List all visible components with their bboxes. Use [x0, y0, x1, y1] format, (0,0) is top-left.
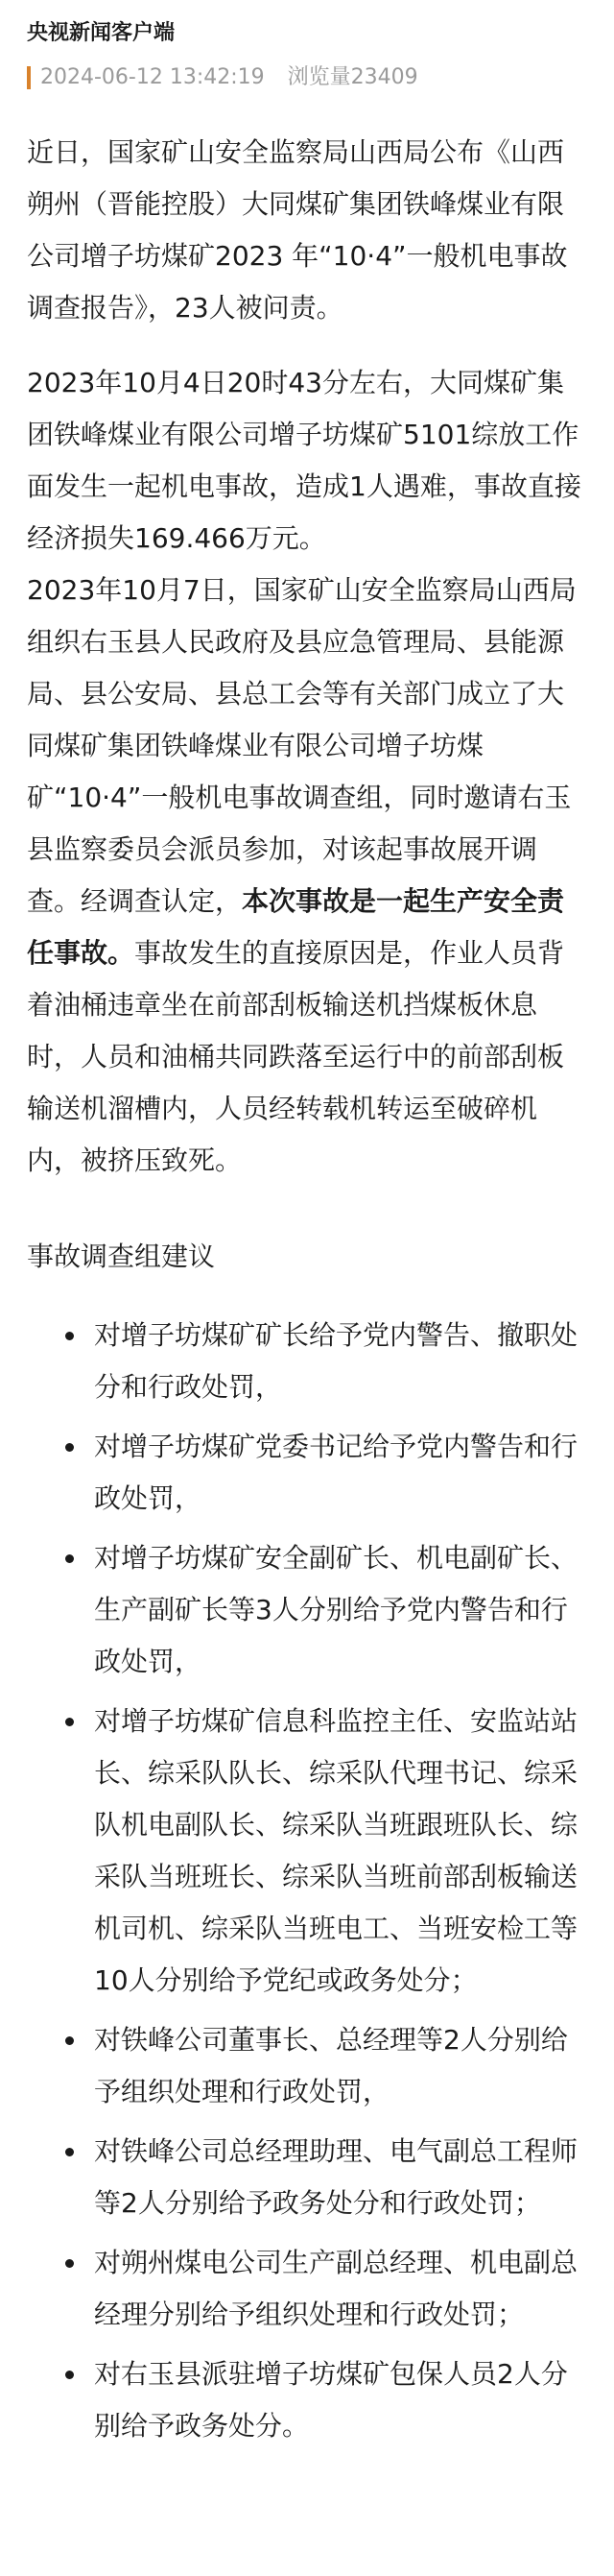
list-item: 对增子坊煤矿矿长给予党内警告、撤职处分和行政处罚，	[27, 1310, 587, 1413]
section-title: 事故调查组建议	[27, 1240, 216, 1272]
article-meta	[27, 63, 587, 92]
view-count: 浏览量23409	[287, 65, 418, 89]
list-item: 对朔州煤电公司生产副总经理、机电副总经理分别给予组织处理和行政处罚；	[27, 2237, 587, 2341]
list-item: 对右玉县派驻增子坊煤矿包保人员2人分别给予政务处分。	[27, 2348, 587, 2452]
investigation-text: 2023年10月7日，国家矿山安全监察局山西局组织右玉县人民政府及县应急管理局、县能源局、县公安局、县总工会等有关部门成立了大同煤矿集团铁峰煤业有限公司增子坊煤矿“10·4”一般机电事故调查组，同时邀请右玉县监察委员会派员参加，对该起事故展开调查。经调查认定，	[27, 574, 577, 917]
list-item: 对铁峰公司董事长、总经理等2人分别给予组织处理和行政处罚，	[27, 2014, 587, 2118]
list-item: 对铁峰公司总经理助理、电气副总工程师等2人分别给予政务处分和行政处罚；	[27, 2126, 587, 2229]
list-item: 对增子坊煤矿信息科监控主任、安监站站长、综采队队长、综采队代理书记、综采队机电副队长、综采队当班跟班队长、综采队当班班长、综采队当班前部刮板输送机司机、综采队当班电工、当班安检工等10人分别给予党纪或政务处分；	[27, 1696, 587, 2007]
article-header	[0, 0, 614, 92]
paragraph-accident: 2023年10月4日20时43分左右，大同煤矿集团铁峰煤业有限公司增子坊煤矿5101综放工作面发生一起机电事故，造成1人遇难，事故直接经济损失169.466万元。	[27, 367, 581, 554]
cause-text: 事故发生的直接原因是，作业人员背着油桶违章坐在前部刮板输送机挡煤板休息时，人员和油桶共同跌落至运行中的前部刮板输送机溜槽内，人员经转载机转运至破碎机内，被挤压致死。	[27, 937, 565, 1176]
paragraph-investigation	[27, 565, 587, 1187]
list-item: 对增子坊煤矿党委书记给予党内警告和行政处罚，	[27, 1421, 587, 1525]
recommendation-list	[27, 1310, 587, 2452]
source-name[interactable]: 央视新闻客户端	[27, 21, 176, 45]
investigation-conclusion: 本次事故是一起生产安全责任事故。	[27, 885, 565, 969]
list-item: 对增子坊煤矿安全副矿长、机电副矿长、生产副矿长等3人分别给予党内警告和行政处罚，	[27, 1532, 587, 1688]
publish-datetime: 2024-06-12 13:42:19	[40, 65, 265, 89]
accent-bar	[27, 66, 31, 89]
article-body	[0, 92, 614, 2452]
paragraph-intro: 近日，国家矿山安全监察局山西局公布《山西朔州（晋能控股）大同煤矿集团铁峰煤业有限公司增子坊煤矿2023 年“10·4”一般机电事故调查报告》，23人被问责。	[27, 136, 568, 324]
